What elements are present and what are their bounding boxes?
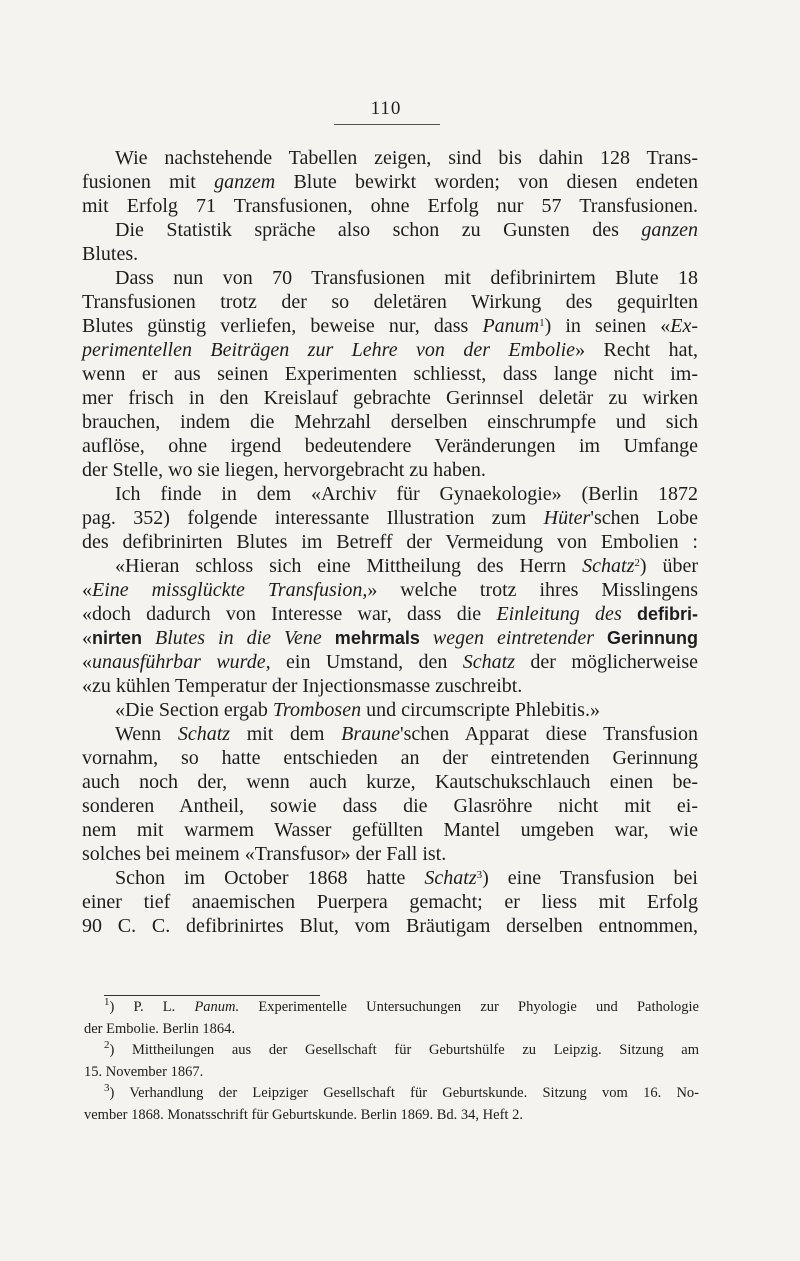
text-line: mer frisch in den Kreislauf gebrachte Gerinnsel deletär zu wirken — [82, 387, 698, 409]
text-line: Blutes günstig verliefen, beweise nur, dass Panum$^1$) in seinen «Ex- — [82, 315, 699, 337]
text-line: fusionen mit ganzem Blute bewirkt worden; von diesen endeten — [82, 171, 698, 193]
text-line: vornahm, so hatte entschieden an der eintretenden Gerinnung — [82, 747, 698, 769]
text-line: mit Erfolg 71 Transfusionen, ohne Erfolg nur 57 Transfusionen. — [82, 195, 698, 217]
text-line: «Eine missglückte Transfusion,» welche trotz ihres Misslingens — [82, 579, 698, 601]
text-line: Schon im October 1868 hatte Schatz$^3$) eine Transfusion bei — [115, 867, 698, 889]
text-line: auflöse, ohne irgend bedeutendere Veränderungen im Umfange — [82, 435, 698, 457]
text-line: pag. 352) folgende interessante Illustration zum Hüter'schen Lobe — [82, 507, 699, 529]
text-line: 15. November 1867. — [84, 1063, 204, 1080]
page-number: 110 — [370, 98, 402, 119]
text-line: Transfusionen trotz der so deletären Wirkung des gequirlten — [82, 291, 698, 313]
text-line: Ich finde in dem «Archiv für Gynaekologie» (Berlin 1872 — [115, 483, 698, 505]
text-line: der Stelle, wo sie liegen, hervorgebracht zu haben. — [82, 459, 486, 481]
text-line: «Hieran schloss sich eine Mittheilung des Herrn Schatz$^2$) über — [115, 555, 699, 577]
text-line: Wenn Schatz mit dem Braune'schen Apparat diese Transfusion — [115, 723, 698, 745]
footnote — [84, 1040, 699, 1083]
text-line: einer tief anaemischen Puerpera gemacht; er liess mit Erfolg — [82, 891, 698, 913]
footnote — [84, 997, 699, 1040]
footnotes — [84, 997, 699, 1126]
main-text — [82, 146, 698, 938]
text-line: perimentellen Beiträgen zur Lehre von der Embolie» Recht hat, — [82, 339, 698, 361]
text-line: wenn er aus seinen Experimenten schliesst, dass lange nicht im- — [82, 363, 698, 385]
text-line: «nirten Blutes in die Vene mehrmals wegen eintretender Gerinnung — [82, 627, 698, 649]
text-line: der Embolie. Berlin 1864. — [84, 1020, 236, 1037]
footnote — [84, 1083, 699, 1126]
text-line: $^3$) Verhandlung der Leipziger Gesellschaft für Geburtskunde. Sitzung vom 16. No- — [104, 1082, 699, 1101]
text-line: «zu kühlen Temperatur der Injectionsmasse zuschreibt. — [82, 675, 523, 697]
text-line: Die Statistik spräche also schon zu Gunsten des ganzen — [115, 219, 698, 241]
text-line: $^1$) P. L. Panum. Experimentelle Untersuchungen zur Phyologie und Pathologie — [104, 996, 699, 1015]
text-line: sonderen Antheil, sowie dass die Glasröhre nicht mit ei- — [82, 795, 698, 817]
text-line: «unausführbar wurde, ein Umstand, den Schatz der möglicherweise — [82, 651, 699, 673]
text-line: Wie nachstehende Tabellen zeigen, sind bis dahin 128 Trans- — [115, 147, 698, 169]
page-number-rule — [334, 124, 440, 125]
text-line: $^2$) Mittheilungen aus der Gesellschaft für Geburtshülfe zu Leipzig. Sitzung am — [104, 1039, 699, 1058]
text-line: nem mit warmem Wasser gefüllten Mantel umgeben war, wie — [82, 819, 698, 841]
text-line: 90 C. C. defibrinirtes Blut, vom Bräutigam derselben entnommen, — [82, 915, 698, 937]
text-line: «Die Section ergab Trombosen und circumscripte Phlebitis.» — [115, 699, 600, 721]
text-line: Blutes. — [82, 243, 139, 265]
text-line: auch noch der, wenn auch kurze, Kautschukschlauch einen be- — [82, 771, 698, 793]
text-line: brauchen, indem die Mehrzahl derselben einschrumpfe und sich — [82, 411, 698, 433]
text-line: solches bei meinem «Transfusor» der Fall ist. — [82, 843, 447, 865]
text-line: «doch dadurch von Interesse war, dass die Einleitung des defibri- — [82, 603, 699, 625]
text-line: Dass nun von 70 Transfusionen mit defibrinirtem Blute 18 — [115, 267, 698, 289]
footnote-rule — [104, 995, 320, 996]
text-line: vember 1868. Monatsschrift für Geburtskunde. Berlin 1869. Bd. 34, Heft 2. — [84, 1106, 523, 1123]
text-line: des defibrinirten Blutes im Betreff der Vermeidung von Embolien : — [82, 531, 698, 553]
